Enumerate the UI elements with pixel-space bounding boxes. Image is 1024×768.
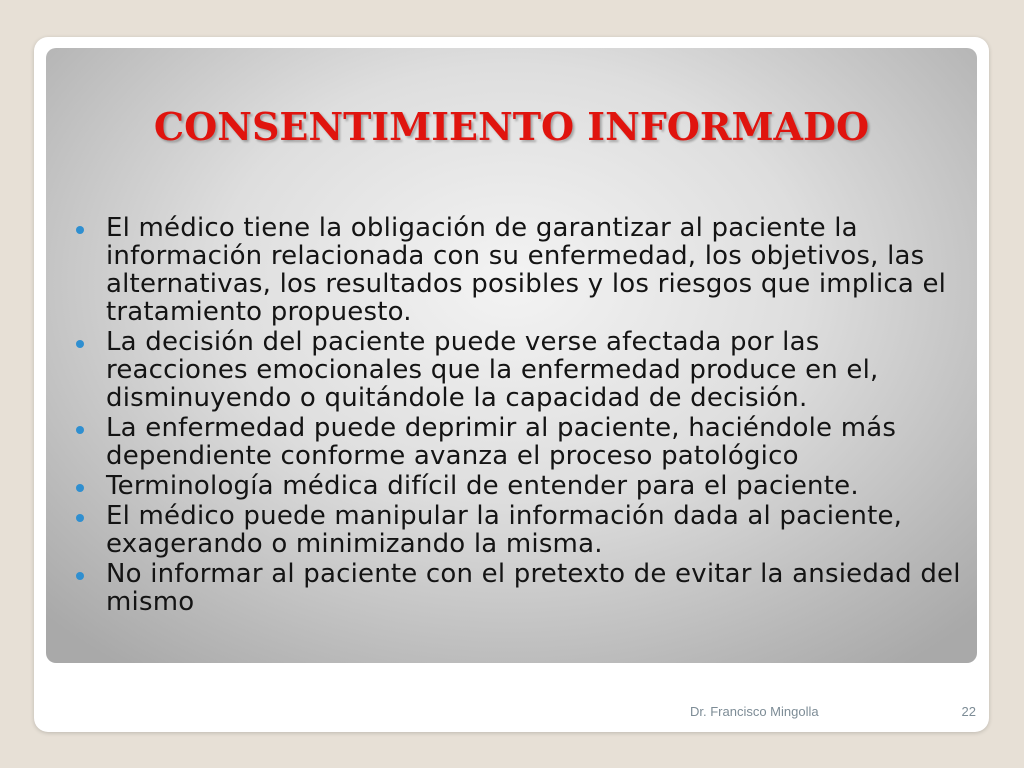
bullet-dot-icon bbox=[76, 426, 84, 434]
bullet-item bbox=[76, 560, 966, 616]
bullet-text: La decisión del paciente puede verse afectada por las reacciones emocionales que la enfermedad produce en el, disminuyendo o quitándole la capacidad de decisión. bbox=[106, 327, 879, 413]
slide-title: CONSENTIMIENTO INFORMADO bbox=[153, 104, 870, 149]
bullet-dot-icon bbox=[76, 572, 84, 580]
bullet-list bbox=[76, 214, 966, 618]
page-number: 22 bbox=[961, 704, 976, 719]
bullet-dot-icon bbox=[76, 484, 84, 492]
bullet-dot-icon bbox=[76, 226, 84, 234]
bullet-dot-icon bbox=[76, 340, 84, 348]
bullet-text: El médico puede manipular la información dada al paciente, exagerando o minimizando la misma. bbox=[106, 501, 903, 559]
bullet-item bbox=[76, 214, 966, 326]
bullet-text: La enfermedad puede deprimir al paciente, haciéndole más dependiente conforme avanza el proceso patológico bbox=[106, 413, 897, 471]
bullet-item bbox=[76, 414, 966, 470]
bullet-text: No informar al paciente con el pretexto de evitar la ansiedad del mismo bbox=[106, 559, 961, 617]
bullet-text: Terminología médica difícil de entender para el paciente. bbox=[106, 471, 859, 501]
bullet-dot-icon bbox=[76, 514, 84, 522]
bullet-item bbox=[76, 502, 966, 558]
bullet-item bbox=[76, 472, 966, 500]
bullet-text: El médico tiene la obligación de garantizar al paciente la información relacionada con su enfermedad, los objetivos, las alternativas, los resultados posibles y los riesgos que implica el tratamiento propuesto. bbox=[106, 213, 947, 327]
footer-author: Dr. Francisco Mingolla bbox=[690, 704, 819, 719]
bullet-item bbox=[76, 328, 966, 412]
